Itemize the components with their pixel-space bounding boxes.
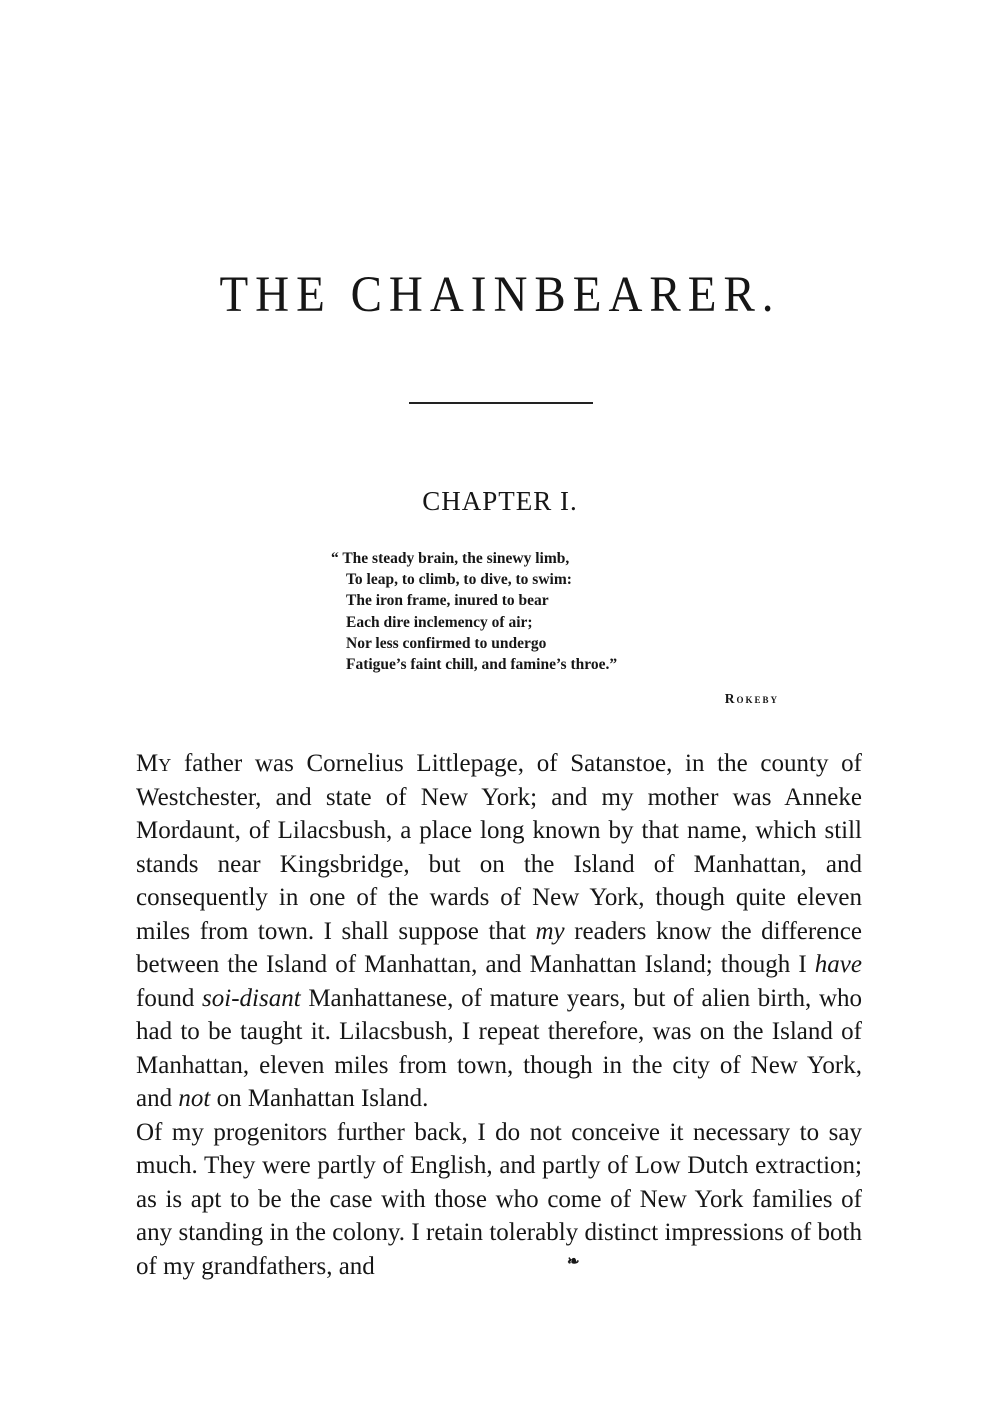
book-title: THE CHAINBEARER. bbox=[219, 266, 781, 324]
epigraph-line: “ The steady brain, the sinewy limb, bbox=[331, 550, 570, 567]
chapter-body bbox=[136, 747, 862, 1283]
epigraph-line: Nor less confirmed to undergo bbox=[346, 634, 547, 652]
paragraph-text: found bbox=[136, 984, 203, 1012]
epigraph-attribution: Rokeby bbox=[724, 691, 779, 706]
paragraph: Of my progenitors further back, I do not conceive it necessary to say much. They were partly of English, and partly of Low Dutch extraction; as is apt to be the case with those who come of New York families of any standing in the colony. I retain tolerably distinct impressions of both of my grandfathers, and bbox=[136, 1118, 862, 1280]
footer-ornament: ❧ bbox=[567, 1254, 580, 1270]
emphasis: have bbox=[814, 951, 862, 978]
paragraph-text: Manhattanese, of mature years, but of alien birth, who had to be taught it. Lilacsbush, I repeat therefore, was on the Island of Manhattan, eleven miles from town, though in the city of New York, and bbox=[136, 984, 863, 1112]
epigraph-line: The iron frame, inured to bear bbox=[346, 592, 549, 610]
paragraph bbox=[136, 747, 862, 1116]
emphasis: my bbox=[535, 917, 565, 945]
paragraph-text: father was Cornelius Littlepage, of Satanstoe, in the county of Westchester, and state of New York; and my mother was Anneke Mordaunt, of Lilacsbush, a place long known by that name, which still stands near Kingsbridge, but on the Island of Manhattan, and consequently in one of the wards of New York, though quite eleven miles from town. I shall suppose that bbox=[136, 750, 862, 945]
epigraph-line: Fatigue’s faint chill, and famine’s throe.” bbox=[346, 656, 618, 674]
paragraph-text: readers know the difference between the Island of Manhattan, and Manhattan Island; though I bbox=[136, 917, 863, 978]
opening-word: My bbox=[136, 750, 172, 777]
epigraph-line: Each dire inclemency of air; bbox=[346, 613, 533, 631]
title-divider bbox=[409, 402, 593, 404]
chapter-heading: CHAPTER I. bbox=[422, 486, 578, 516]
emphasis: soi-disant bbox=[202, 984, 301, 1012]
emphasis: not bbox=[178, 1085, 211, 1112]
epigraph-line: To leap, to climb, to dive, to swim: bbox=[346, 571, 572, 589]
epigraph bbox=[331, 548, 791, 675]
paragraph-text: on Manhattan Island. bbox=[210, 1085, 429, 1112]
